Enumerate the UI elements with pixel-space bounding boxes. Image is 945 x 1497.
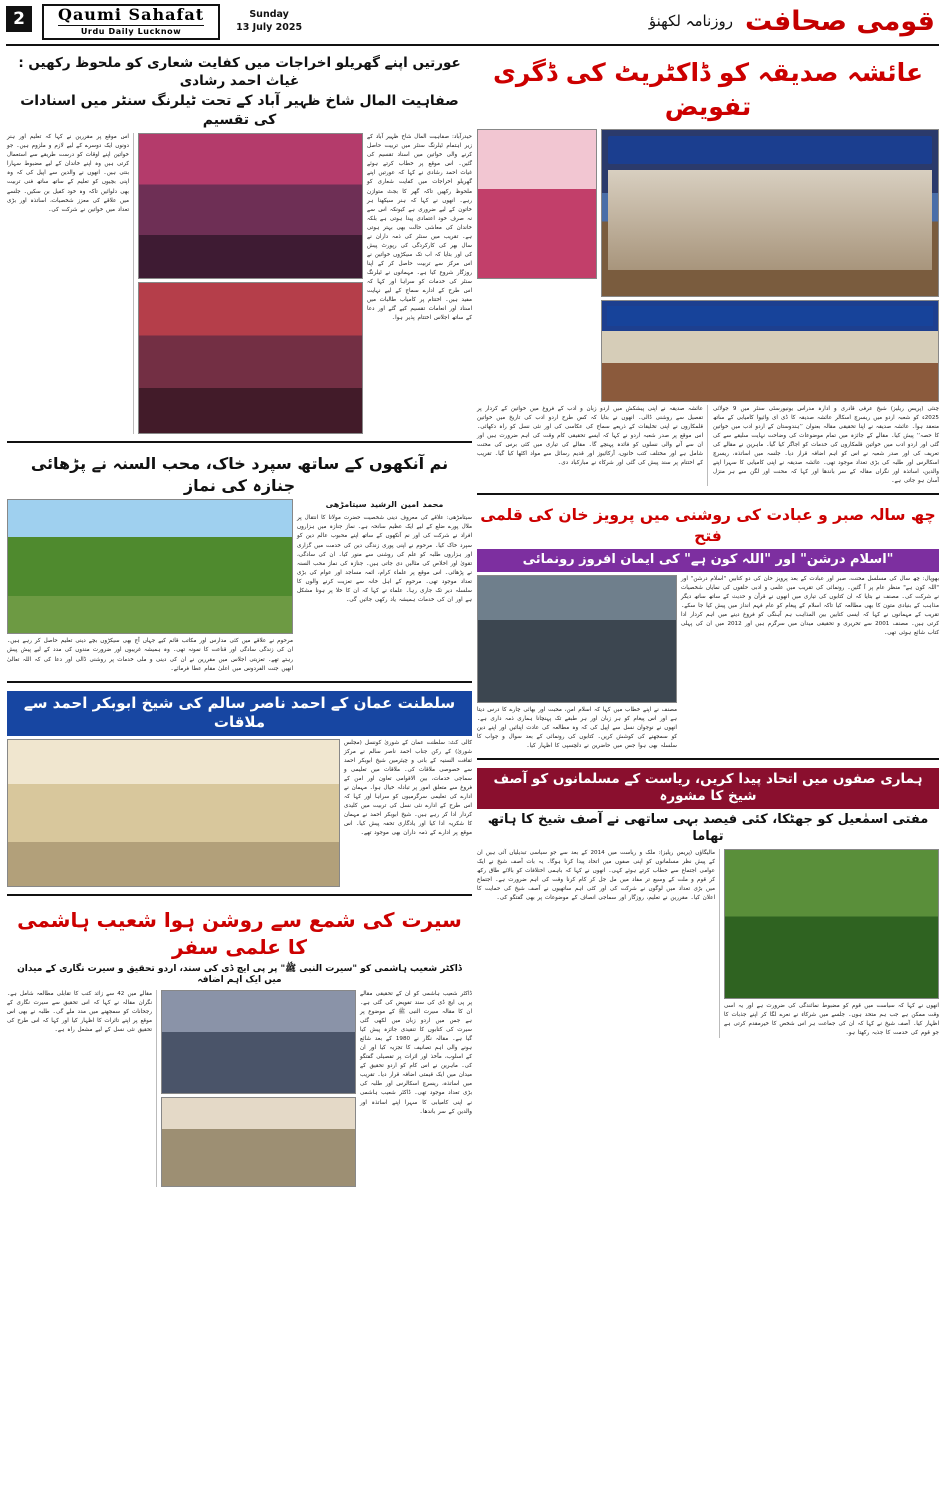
article-asif-sheikh-photo [724,849,939,999]
left-column [7,50,472,1490]
article-asif-sheikh-subhead: مفتی اسمٰعیل کو جھٹکا، کئی فیصد بہی ساتھی نے آصف شیخ کا ہاتھ تھاما [487,811,929,844]
article-doctorate-photo-1 [601,129,939,297]
logo-subtitle: Urdu Daily Lucknow [58,25,204,36]
article-doctorate-headline: عائشہ صدیقہ کو ڈاکٹریٹ کی ڈگری تفویض [492,58,924,121]
article-parvez-khan-body-1: بھوپال: چھ سال کی مسلسل محنت، صبر اور عبادت کے بعد پرویز خان کی دو کتابیں "اسلام درشن" اور "اللہ کون ہے" منظر عام پر آ گئیں۔ رونمائی کی تقریب میں علمی و ادبی حلقوں کی نمایاں شخصیات نے شرکت کی۔ مصنف نے بتایا کہ ان کتابوں کی تیاری میں انھوں نے قرآن و حدیث کے ساتھ ساتھ دیگر مذاہب کے بنیادی متون کا بھی مطالعہ کیا تاکہ اسلام کے پیغام کو عام فہم انداز میں پیش کیا جا سکے۔ تقریب کے مہمانوں نے کہا کہ ایسی کتابیں بین المذاہب ہم آہنگی کو فروغ دینے میں اہم کردار ادا کرتی ہیں۔ مصنف 2001 سے تحریری و تحقیقی میدان میں سرگرم ہیں اور 2012 میں ان کی پہلی کتاب شائع ہوئی تھی۔ [681,575,939,636]
article-tailoring-headline: عورتیں اپنے گھریلو اخراجات میں کفایت شعاری کو ملحوظ رکھیں : غیاث احمد رشادی [18,55,461,90]
publication-date [236,4,302,42]
article-parvez-khan-body-2: مصنف نے اپنے خطاب میں کہا کہ اسلام امن، محبت اور بھائی چارے کا درس دیتا ہے اور اس پیغام کو ہر زبان اور ہر طبقے تک پہنچانا ہماری ذمہ داری ہے۔ انھوں نے نوجوان نسل سے اپیل کی کہ وہ مطالعہ کی عادت اپنائیں اور اپنے دین کو سمجھنے کی کوشش کریں۔ کتابوں کی رونمائی کے بعد سوال و جواب کا سلسلہ بھی ہوا جس میں حاضرین نے دلچسپی کا اظہار کیا۔ [477,706,677,749]
article-tailoring [7,50,472,434]
date-day: Sunday [249,9,289,20]
article-tailoring-photo-1 [138,133,363,279]
page-number: 2 [6,6,32,32]
article-doctorate-photo-2 [601,300,939,402]
article-funeral-body-1: سیتامڑھی: علاقے کی معروف دینی شخصیت حضرت مولانا کا انتقال پر ملال پورے ضلع کے لیے ایک عظیم سانحہ ہے۔ نماز جنازہ میں ہزاروں افراد نے شرکت کی اور نم آنکھوں کے ساتھ اپنے محبوب عالم دین کو سپرد خاک کیا۔ مرحوم نے اپنی پوری زندگی دین کی خدمت میں گزاری اور ہزاروں طلبہ کو علم کی روشنی سے منور کیا۔ ان کی سادگی، تقویٰ اور اخلاص کی مثالیں دی جاتی ہیں۔ جنازہ کی نماز محب السنہ نے پڑھائی۔ اس موقع پر علماء کرام، ائمہ مساجد اور عوام کی بڑی تعداد موجود تھی۔ مرحوم کے اہل خانہ سے تعزیت کرنے والوں کا سلسلہ دیر تک جاری رہا۔ علماء نے کہا کہ ان کا خلا پر ہونا مشکل ہے اور ان کی خدمات ہمیشہ یاد رکھی جائیں گی۔ [297,515,472,603]
masthead-title-urdu: قومی صحافت [745,6,935,37]
article-tailoring-subhead: صفاہیت المال شاخ ظہیر آباد کے تحت ٹیلرنگ سنٹر میں اسنادات کی تقسیم [20,93,459,129]
divider-5 [7,894,472,896]
masthead [6,4,939,46]
page-content [6,50,939,1490]
article-parvez-khan-headline: چھ سالہ صبر و عبادت کی روشنی میں پرویز خان کی قلمی فتح [480,505,936,545]
article-tailoring-body-2: اس موقع پر مقررین نے کہا کہ تعلیم اور ہنر دونوں ایک دوسرے کے لیے لازم و ملزوم ہیں۔ جو خواتین اپنے اوقات کو درست طریقے سے استعمال کرتی ہیں وہ اپنے خاندان کے لیے مضبوط سہارا بنتی ہیں۔ انھوں نے والدین سے اپیل کی کہ وہ اپنی بچیوں کو تعلیم کے ساتھ ساتھ فنی تربیت بھی دلوائیں تاکہ وہ خود کفیل بن سکیں۔ جلسے میں علاقے کی معزز شخصیات، اساتذہ اور بڑی تعداد میں خواتین نے شرکت کی۔ [7,133,134,434]
article-parvez-khan-photo [477,575,677,703]
article-doctorate [477,50,939,486]
article-oman-headline: سلطنت عمان کے احمد ناصر سالم کی شیخ ابوبکر احمد سے ملاقات [7,691,472,736]
divider-3 [7,441,472,443]
roznama-label: روزنامہ لکھنؤ [648,12,733,30]
article-asif-sheikh-headline: ہماری صفوں میں اتحاد پیدا کریں، ریاست کے مسلمانوں کو آصف شیخ کا مشورہ [477,768,939,809]
article-oman [7,689,472,887]
article-oman-body: کالی کٹ: سلطنت عمان کے شوریٰ کونسل (مجلس شوریٰ) کے رکن جناب احمد ناصر سالم نے مرکز ثقافت السنیہ کے بانی و چیئرمین شیخ ابوبکر احمد سے خصوصی ملاقات کی۔ ملاقات میں تعلیمی و سماجی خدمات، بین الاقوامی تعاون اور امن کے فروغ سے متعلق امور پر تبادلہ خیال ہوا۔ مہمان نے ادارے کی تعلیمی سرگرمیوں کو سراہا اور کہا کہ اس طرح کے ادارے نئی نسل کی تربیت میں کلیدی کردار ادا کر رہے ہیں۔ شیخ ابوبکر احمد نے مہمان کا شکریہ ادا کیا اور یادگاری تحفہ پیش کیا۔ اس موقع پر ادارے کے ذمہ داران بھی موجود تھے۔ [344,739,472,837]
article-asif-sheikh [477,766,939,1038]
article-asif-sheikh-body-1: مالیگاؤں (پریس ریلیز): ملک و ریاست میں 2014 کے بعد سے جو سیاسی تبدیلیاں آئی ہیں ان کے پیش نظر مسلمانوں کو اپنی صفوں میں اتحاد پیدا کرنا ہوگا۔ یہ بات آصف شیخ نے ایک عوامی اجتماع سے خطاب کرتے ہوئے کہی۔ انھوں نے کہا کہ باہمی اختلافات کو بالائے طاق رکھ کر قوم و ملت کے وسیع تر مفاد میں مل جل کر کام کرنا وقت کی اہم ضرورت ہے۔ اجتماع میں بڑی تعداد میں لوگوں نے شرکت کی اور کئی اہم ساتھیوں نے آصف شیخ کی حمایت کا اعلان کیا۔ مقررین نے تعلیم، روزگار اور سماجی انصاف کے موضوعات پر بھی گفتگو کی۔ [477,849,720,1038]
article-funeral-byline: محمد امین الرشید سیتامڑھی [325,500,444,510]
article-funeral-headline: نم آنکھوں کے ساتھ سپرد خاک، محب السنہ نے پڑھائی جنازہ کی نماز [30,454,449,495]
article-shoaib-hashmi [7,902,472,1187]
article-shoaib-photo-2 [161,1097,356,1187]
article-funeral [7,449,472,673]
newspaper-logo [42,4,220,40]
article-doctorate-portrait [477,129,597,279]
article-parvez-khan-subhead: "اسلام درشن" اور "اللہ کون ہے" کی ایمان افروز رونمائی [477,549,939,572]
article-parvez-khan [477,501,939,751]
article-asif-sheikh-body-2: انھوں نے کہا کہ سیاست میں قوم کو مضبوط نمائندگی کی ضرورت ہے اور یہ اسی وقت ممکن ہے جب ہم متحد ہوں۔ جلسے میں شرکاء نے نعرے لگا کر اپنے جذبات کا اظہار کیا۔ آصف شیخ نے کہا کہ ان کی جماعت ہر اس شخص کا خیرمقدم کرتی ہے جو قوم کی خدمت کا جذبہ رکھتا ہو۔ [724,1002,939,1036]
date-full: 13 July 2025 [236,21,303,33]
article-shoaib-body-1: ڈاکٹر شعیب ہاشمی کو ان کے تحقیقی مقالے پر پی ایچ ڈی کی سند تفویض کی گئی ہے۔ ان کا مقالہ سیرت النبی ﷺ کے موضوع پر ہے جس میں اردو زبان میں لکھی گئی سیرت کی کتابوں کا تنقیدی جائزہ پیش کیا گیا ہے۔ مقالہ نگار نے 1980 کے بعد شائع ہونے والی اہم تصانیف کا تجزیہ کیا اور ان کے اسلوب، مآخذ اور اثرات پر تفصیلی گفتگو کی۔ ماہرین نے اس کام کو اردو تحقیق کے میدان میں ایک قیمتی اضافہ قرار دیا۔ تقریب میں اساتذہ، ریسرچ اسکالرس اور طلبہ کی بڑی تعداد موجود تھی۔ ڈاکٹر شعیب ہاشمی نے اپنی کامیابی کا سہرا اپنے اساتذہ اور والدین کے سر باندھا۔ [360,990,472,1115]
article-shoaib-headline: سیرت کی شمع سے روشن ہوا شعیب ہاشمی کا علمی سفر [17,907,462,959]
article-funeral-body-2: مرحوم نے علاقے میں کئی مدارس اور مکاتب قائم کیے جہاں آج بھی سیکڑوں بچے دینی تعلیم حاصل کر رہے ہیں۔ ان کی زندگی سادگی اور قناعت کا نمونہ تھی۔ وہ ہمیشہ غریبوں اور ضرورت مندوں کی مدد کے لیے پیش پیش رہتے تھے۔ تعزیتی اجلاس میں مقررین نے ان کی دینی و ملی خدمات پر روشنی ڈالی اور دعا کی کہ اللہ تعالیٰ انھیں جنت الفردوس میں اعلیٰ مقام عطا فرمائے۔ [7,638,293,672]
article-funeral-photo [7,499,293,634]
divider-2 [477,758,939,760]
logo-title: Qaumi Sahafat [58,5,205,25]
article-doctorate-body-2: عائشہ صدیقہ نے اپنی پیشکش میں اردو زبان و ادب کے فروغ میں خواتین کے کردار پر تفصیل سے روشنی ڈالی۔ انھوں نے بتایا کہ کس طرح اردو ادب کی تاریخ میں خواتین قلمکاروں نے اپنی تخلیقات کے ذریعے سماج کی عکاسی کی اور نئی نسل کو راہ دکھائی۔ اس موقع پر صدر شعبہ اردو نے کہا کہ ایسے تحقیقی کام وقت کی اہم ضرورت ہیں اور ان سے آنے والی نسلوں کو فائدہ پہنچے گا۔ مقالے کی تیاری میں کئی برس کی محنت شامل ہے اور مختلف کتب خانوں، آرکائیوز اور قدیم رسائل سے مواد اکٹھا کیا گیا۔ تقریب کے اختتام پر سند پیش کی گئی اور شرکاء نے مبارکباد دی۔ [477,405,708,486]
divider-1 [477,493,939,495]
article-oman-photo [7,739,340,887]
masthead-spacer [302,4,649,42]
article-doctorate-body-1: چنئی (پریس ریلیز) شیخ عرفی قادری و ادارہ مدراس یونیورسٹی سنٹر میں 9 جولائی 2025ء کو شعبہ اردو میں ریسرچ اسکالر عائشہ صدیقہ کا ڈی ای وائیوا کامیابی کے ساتھ منعقد ہوا۔ عائشہ صدیقہ نے اپنا تحقیقی مقالہ بعنوان ’’ہندوستان کے اردو ادب میں خواتین کا حصہ‘‘ پیش کیا۔ مقالے کے جائزہ میں تمام موضوعات کی وضاحت نہایت سلیقے سے کی گئی اور اردو ادب میں خواتین قلمکاروں کی خدمات کو اجاگر کیا گیا۔ ماہرین نے مقالے کی تعریف کی اور صدر شعبہ نے اس کو اہم اضافہ قرار دیا۔ جلسہ میں اساتذہ، ریسرچ اسکالرس اور طلبہ کی بڑی تعداد موجود تھی۔ عائشہ صدیقہ نے اپنی کامیابی کا سہرا اپنے والدین، اساتذہ اور نگراں مقالہ کے سر باندھا اور کہا کہ محنت اور لگن سے ہر منزل آسان ہو جاتی ہے۔ [713,405,939,484]
article-tailoring-body-1: حیدرآباد: صفاہیت المال شاخ ظہیر آباد کے زیر اہتمام ٹیلرنگ سنٹر میں تربیت حاصل کرنے والی خواتین میں اسناد تقسیم کی گئیں۔ اس موقع پر خطاب کرتے ہوئے غیاث احمد رشادی نے کہا کہ عورتیں اپنے گھریلو اخراجات میں کفایت شعاری کو ملحوظ رکھیں تاکہ گھر کا بجٹ متوازن رہے۔ انھوں نے کہا کہ ہنر سیکھنا ہر خاتون کے لیے ضروری ہے کیونکہ اس سے نہ صرف خود اعتمادی پیدا ہوتی ہے بلکہ خاندان کی معاشی حالت بھی بہتر ہوتی ہے۔ تقریب میں سنٹر کی ذمہ داران نے سال بھر کی کارکردگی کی رپورٹ پیش کی اور بتایا کہ اب تک سیکڑوں خواتین نے اس مرکز سے تربیت حاصل کر کے اپنا روزگار شروع کیا ہے۔ مہمانوں نے ٹیلرنگ سنٹر کی خدمات کو سراہا اور کہا کہ اس طرح کے ادارے سماج کے لیے نہایت مفید ہیں۔ اختتام پر کامیاب طالبات میں اسناد اور انعامات تقسیم کیے گئے اور دعا کے ساتھ اجلاس اختتام پذیر ہوا۔ [367,134,472,322]
right-column [477,50,939,1490]
article-tailoring-photo-2 [138,282,363,434]
divider-4 [7,681,472,683]
article-shoaib-photo-1 [161,990,356,1094]
article-shoaib-body-2: مقالے میں 42 سے زائد کتب کا تقابلی مطالعہ شامل ہے۔ نگران مقالہ نے کہا کہ اس تحقیق سے سیرت نگاری کے رجحانات کو سمجھنے میں مدد ملے گی۔ طلبہ نے بھی اس موقع پر اپنے تاثرات کا اظہار کیا اور کہا کہ اس طرح کی تحقیق نئی نسل کے لیے مشعل راہ ہے۔ [7,990,157,1187]
article-shoaib-subhead: ڈاکٹر شعیب ہاشمی کو "سیرت النبی ﷺ" پر پی ایچ ڈی کی سند، اردو تحقیق و سیرت نگاری کے میدان میں ایک اہم اضافہ [17,963,462,986]
